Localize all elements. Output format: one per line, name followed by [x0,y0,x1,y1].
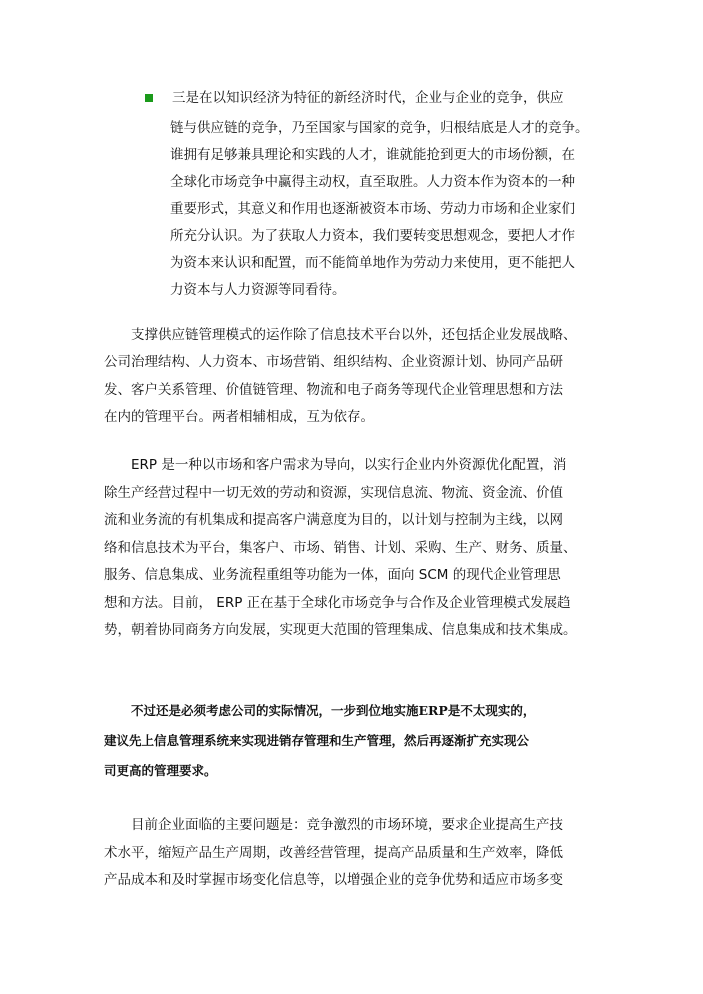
paragraph-line: 术水平，缩短产品生产周期，改善经营管理，提高产品质量和生产效率，降低 [104,845,563,861]
paragraph-line: 服务、信息集成、业务流程重组等功能为一体，面向 SCM 的现代企业管理思 [104,567,561,583]
paragraph-line: 在内的管理平台。两者相辅相成，互为依存。 [104,409,374,425]
bullet-line: 重要形式，其意义和作用也逐渐被资本市场、劳动力市场和企业家们 [170,201,575,217]
paragraph-line: 想和方法。目前， ERP 正在基于全球化市场竞争与合作及企业管理模式发展趋 [104,595,571,611]
paragraph-line: 司更高的管理要求。 [104,763,217,778]
paragraph-line: 流和业务流的有机集成和提高客户满意度为目的，以计划与控制为主线，以网 [104,512,563,528]
paragraph-line: 发、客户关系管理、价值链管理、物流和电子商务等现代企业管理思想和方法 [104,382,563,398]
bullet-line: 谁拥有足够兼具理论和实践的人才，谁就能抢到更大的市场份额，在 [170,147,575,163]
bullet-line: 为资本来认识和配置，而不能简单地作为劳动力来使用，更不能把人 [170,255,575,271]
paragraph-line: 产品成本和及时掌握市场变化信息等，以增强企业的竞争优势和适应市场多变 [104,872,563,888]
paragraph-line: 公司治理结构、人力资本、市场营销、组织结构、企业资源计划、协同产品研 [104,354,563,370]
bullet-line: 力资本与人力资源等同看待。 [170,282,346,298]
bullet-line: 三是在以知识经济为特征的新经济时代，企业与企业的竞争，供应 [172,90,564,106]
paragraph-line: 络和信息技术为平台，集客户、市场、销售、计划、采购、生产、财务、质量、 [104,540,577,556]
paragraph-line: 支撑供应链管理模式的运作除了信息技术平台以外，还包括企业发展战略、 [131,327,577,343]
paragraph-line: 建议先上信息管理系统来实现进销存管理和生产管理，然后再逐渐扩充实现公 [104,733,530,748]
paragraph-line: 目前企业面临的主要问题是：竞争激烈的市场环境，要求企业提高生产技 [131,817,563,833]
bullet-line: 链与供应链的竞争，乃至国家与国家的竞争，归根结底是人才的竞争。 [170,120,589,136]
bullet-line: 所充分认识。为了获取人力资本，我们要转变思想观念，要把人才作 [170,228,575,244]
paragraph-line: 除生产经营过程中一切无效的劳动和资源，实现信息流、物流、资金流、价值 [104,485,563,501]
green-square-bullet-icon [145,94,153,102]
paragraph-line: 不过还是必须考虑公司的实际情况，一步到位地实施ERP是不太现实的， [131,703,536,718]
bullet-line: 全球化市场竞争中赢得主动权，直至取胜。人力资本作为资本的一种 [170,174,575,190]
paragraph-line: 势，朝着协同商务方向发展，实现更大范围的管理集成、信息集成和技术集成。 [104,622,577,638]
paragraph-line: ERP 是一种以市场和客户需求为导向，以实行企业内外资源优化配置，消 [131,457,567,473]
